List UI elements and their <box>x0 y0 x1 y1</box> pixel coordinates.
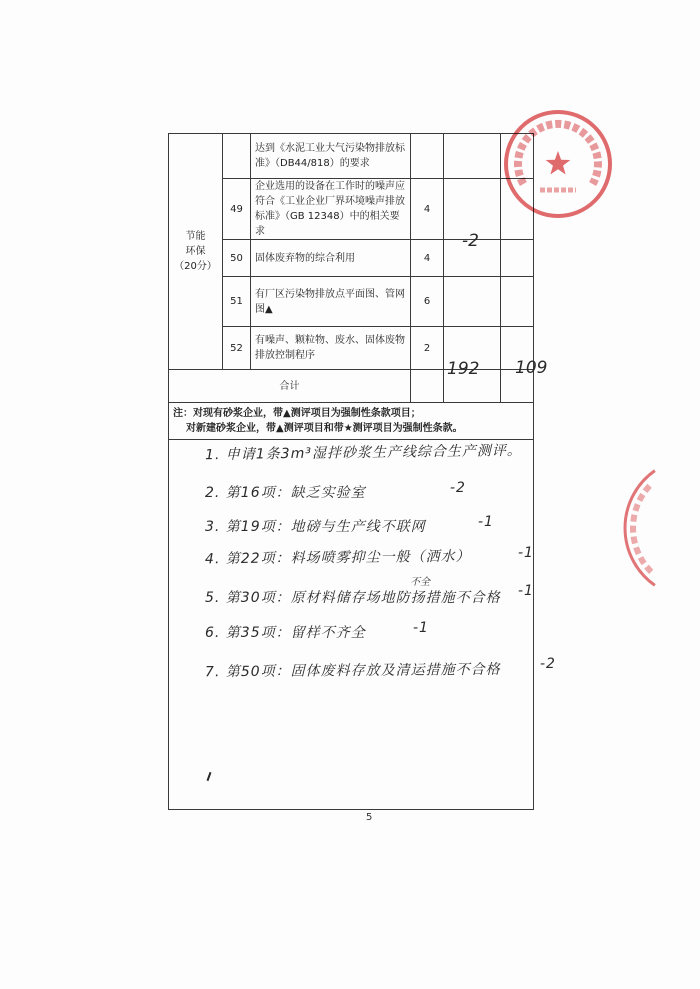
handwritten-note: 5. 第30项：原材料储存场地防扬措施不合格 <box>205 590 501 606</box>
item-content: 企业选用的设备在工作时的噪声应符合《工业企业厂界环境噪声排放标准》（GB 12348）中的相关要求 <box>251 179 411 240</box>
handwritten-deduction: -2 <box>540 656 556 672</box>
handwritten-note: 4. 第22项：料场喷雾抑尘一般（洒水） <box>204 548 471 568</box>
handwritten-note: 3. 第19项：地磅与生产线不联网 <box>205 519 426 535</box>
handwritten-deduction: -2 <box>450 480 466 496</box>
handwritten-deduction-row-50: -2 <box>462 231 479 251</box>
handwritten-note: 6. 第35项：留样不齐全 <box>205 625 366 641</box>
item-score: 4 <box>411 240 444 277</box>
handwritten-note: 7. 第50项：固体废料存放及清运措施不合格 <box>204 661 501 681</box>
partial-seal-stamp <box>610 468 700 588</box>
item-score <box>411 134 444 179</box>
note-line: 注：对现有砂浆企业，带▲测评项目为强制性条款项目； <box>173 408 421 419</box>
notes-row <box>169 403 534 440</box>
table-row <box>169 277 534 327</box>
category-cell <box>169 134 223 370</box>
self-assessment-cell <box>444 134 501 179</box>
item-content: 有厂区污染物排放点平面图、管网图▲ <box>251 277 411 327</box>
review-score-cell <box>501 277 534 327</box>
item-number: 52 <box>223 327 251 370</box>
notes-cell <box>169 403 534 440</box>
category-name: 节能环保 <box>185 231 206 257</box>
total-score-cell <box>411 370 444 403</box>
company-seal-stamp <box>496 106 620 224</box>
handwritten-deduction: -1 <box>518 545 534 561</box>
item-content: 有噪声、颗粒物、废水、固体废物排放控制程序 <box>251 327 411 370</box>
item-score: 6 <box>411 277 444 327</box>
item-score: 4 <box>411 179 444 240</box>
item-score: 2 <box>411 327 444 370</box>
handwritten-deduction: -1 <box>413 620 429 636</box>
item-number <box>223 134 251 179</box>
total-label: 合计 <box>169 370 411 403</box>
handwritten-total-review: 109 <box>515 358 548 378</box>
review-score-cell <box>501 240 534 277</box>
handwritten-deduction: -1 <box>518 583 534 599</box>
handwritten-total-self: 192 <box>447 359 480 379</box>
self-assessment-cell <box>444 277 501 327</box>
table-row <box>169 134 534 179</box>
item-number: 49 <box>223 179 251 240</box>
page-number: 5 <box>366 812 373 823</box>
item-content: 固体废弃物的综合利用 <box>251 240 411 277</box>
assessment-table <box>168 133 534 810</box>
item-number: 50 <box>223 240 251 277</box>
category-points: （20分） <box>174 261 217 272</box>
handwritten-note: 1. 申请1条3m³湿拌砂浆生产线综合生产测评。 <box>204 442 522 464</box>
handwritten-insertion: 不全 <box>410 577 430 588</box>
item-content: 达到《水泥工业大气污染物排放标准》（DB44/818）的要求 <box>251 134 411 179</box>
note-line: 对新建砂浆企业，带▲测评项目和带★测评项目为强制性条款。 <box>186 423 463 434</box>
item-number: 51 <box>223 277 251 327</box>
handwritten-deduction: -1 <box>478 514 494 530</box>
handwritten-note: 2. 第16项：缺乏实验室 <box>205 485 366 501</box>
